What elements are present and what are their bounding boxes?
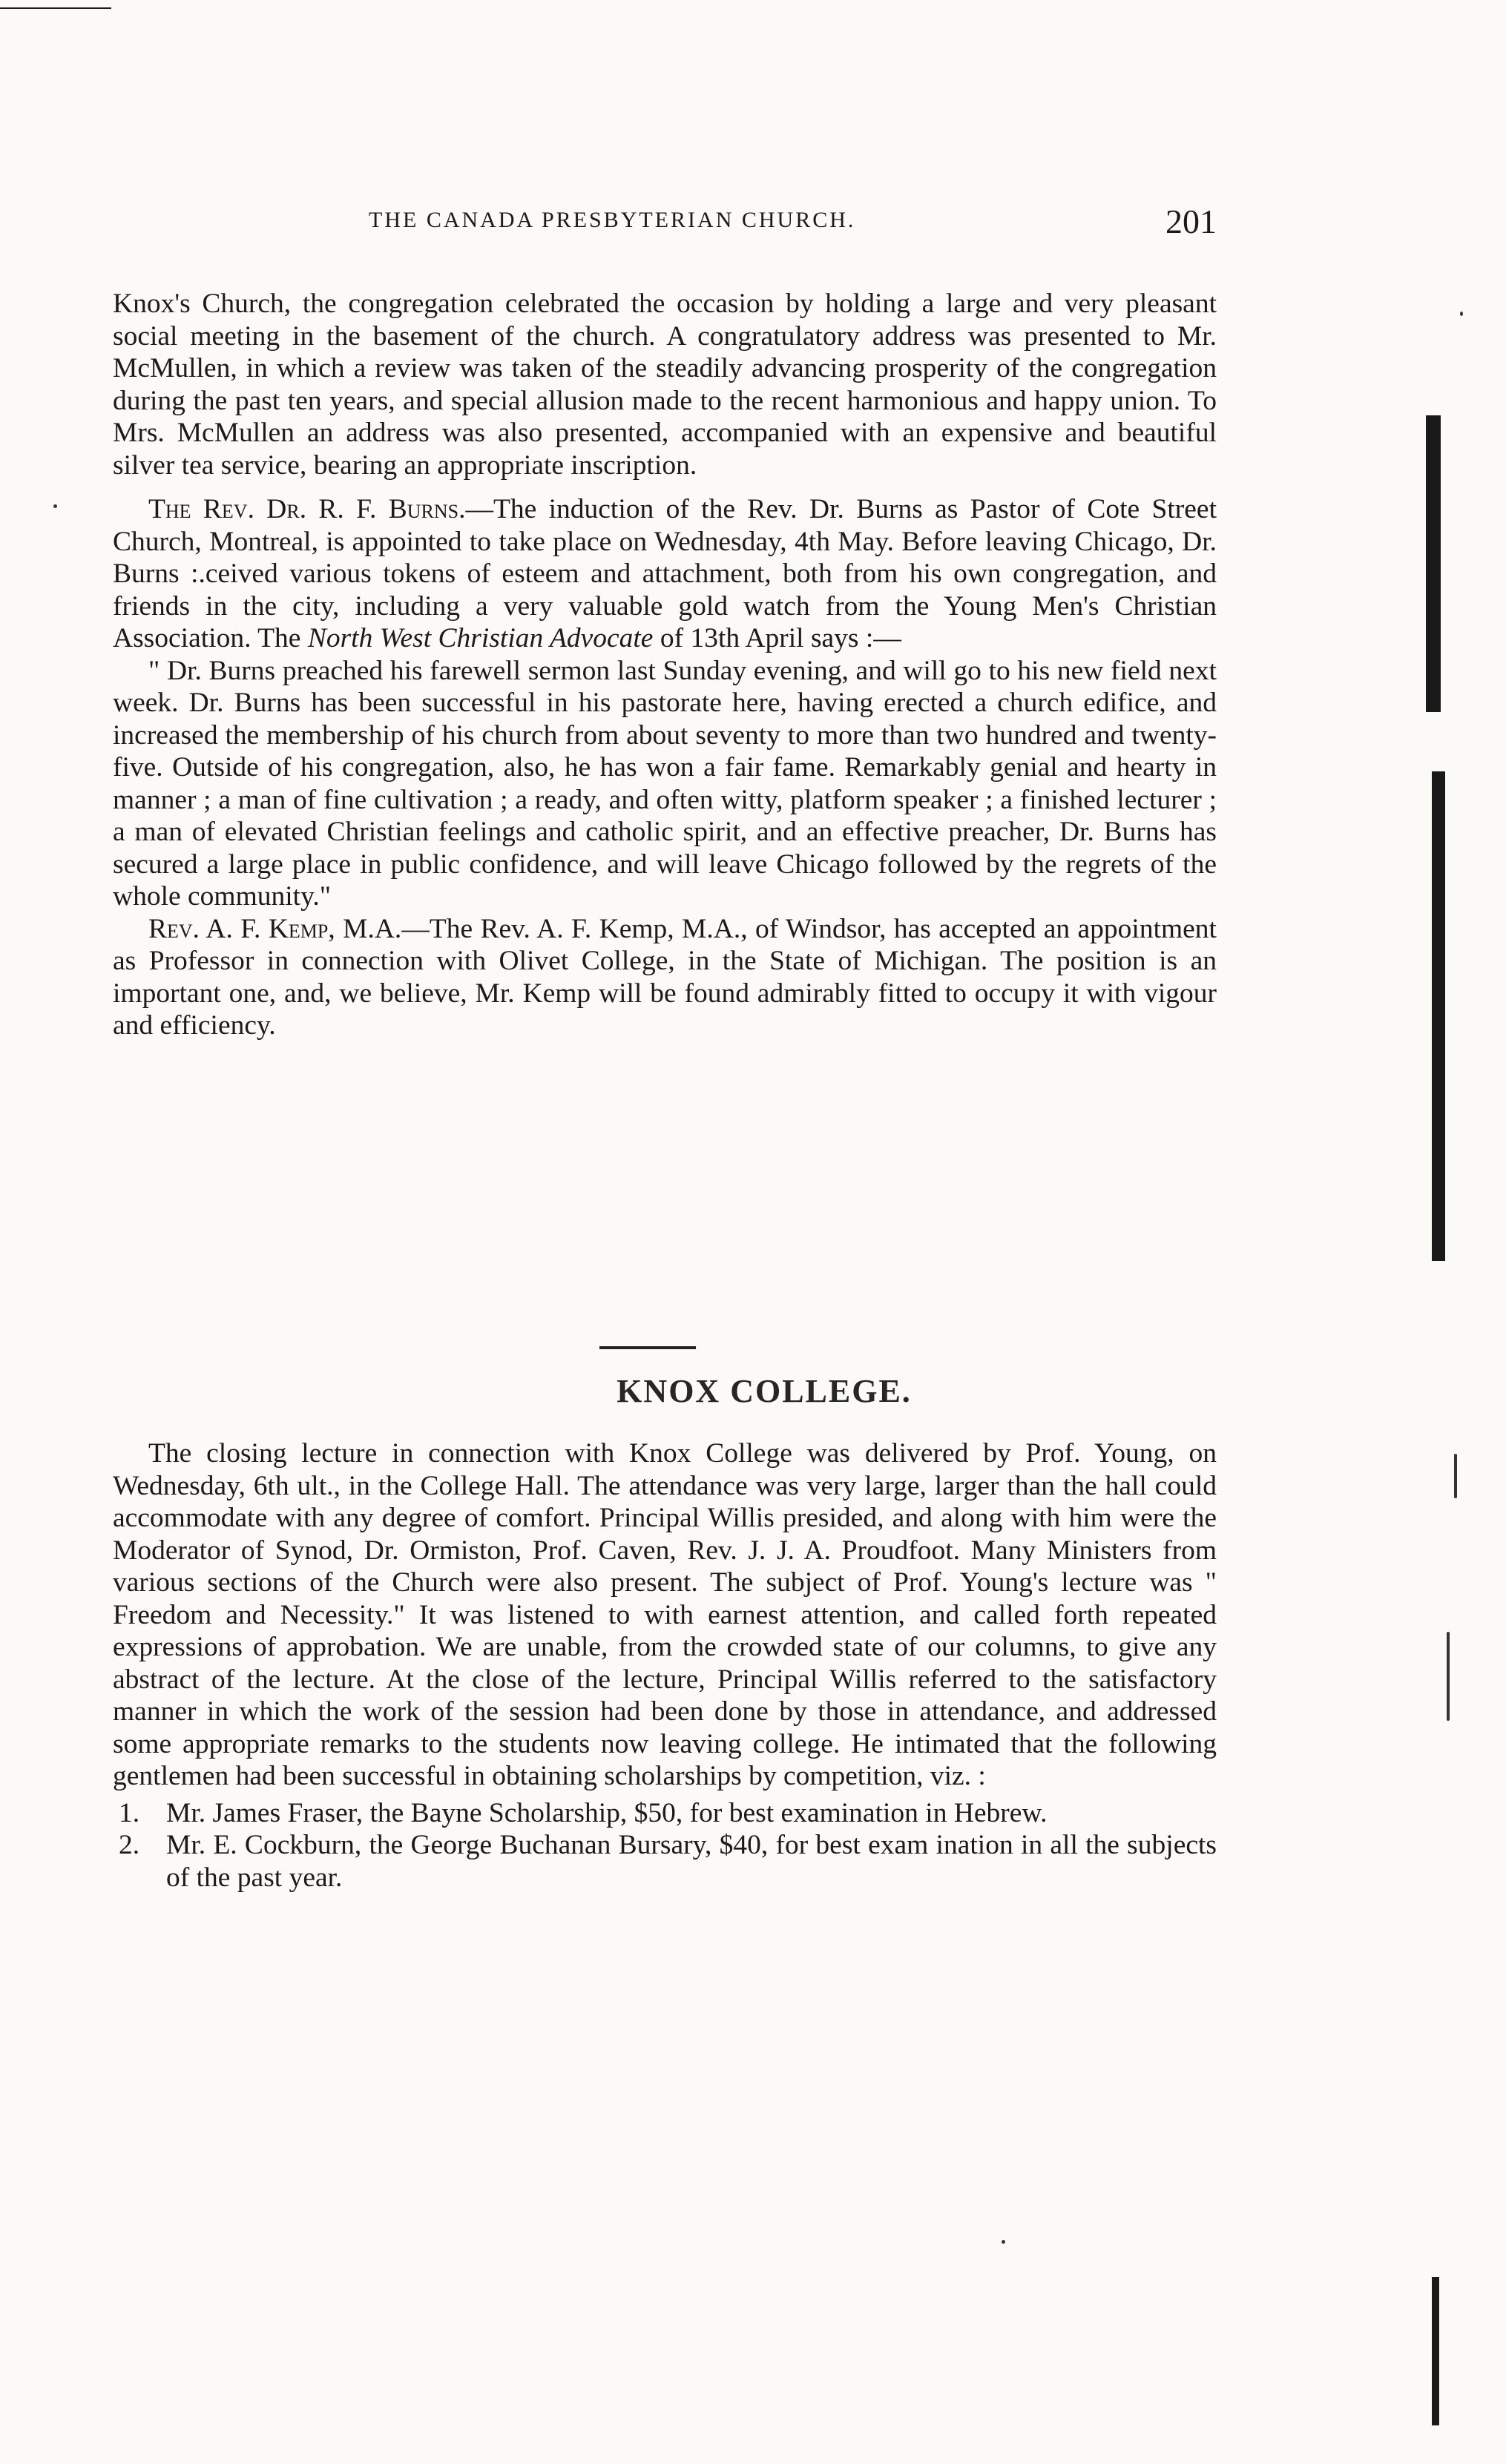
- kemp-text: —The Rev. A. F. Kemp, M.A., of Windsor, has accepted an appointment as Professor in connection with Olivet College, in the State of Michigan. The position is an important one, and, we believe, Mr. Kemp will be found admirably fitted to occupy it with vigour and efficiency.: [113, 913, 1217, 1041]
- burns-text-1: —The induction of the Rev. Dr. Burns as Pastor of Cote Street Church, Montreal, is appointed to take place on Wednesday, 4th May. Before leaving Chicago, Dr. Burns :.ceived various tokens of esteem and attachment, both from his own congregation, and friends in the city, including a very valuable gold watch from the Young Men's Christian Association. The: [113, 494, 1217, 653]
- paragraph-kemp: [113, 913, 1217, 1042]
- quotation: " Dr. Burns preached his farewell sermon last Sunday evening, and will go to his new field next week. Dr. Burns has been successful in his pastorate here, having erected a church edifice, and increased the membership of his church from about seventy to more than two hundred and twenty-five. Outside of his congregation, also, he has won a fair fame. Remarkably genial and hearty in manner ; a man of fine cultivation ; a ready, and often witty, platform speaker ; a finished lecturer ; a man of elevated Christian feelings and catholic spirit, and an effective preacher, Dr. Burns has secured a large place in public confidence, and will leave Chicago followed by the regrets of the whole community.": [113, 655, 1217, 912]
- paragraph-mcmullen: Knox's Church, the congregation celebrated the occasion by holding a large and very pleasant social meeting in the basement of the church. A congratulatory address was presented to Mr. McMullen, in which a review was taken of the steadily advancing prosperity of the congregation during the past ten years, and special allusion made to the recent harmonious and happy union. To Mrs. McMullen an address was also presented, accompanied with an expensive and beautiful silver tea service, bearing an appropriate inscription.: [113, 289, 1217, 481]
- scan-speck: [1460, 312, 1463, 316]
- list-item: 1. Mr. James Fraser, the Bayne Scholarship, $50, for best examination in Hebrew.: [119, 1797, 1048, 1828]
- scan-speck: [1002, 2240, 1005, 2244]
- scan-speck: [53, 504, 57, 508]
- binding-shadow: [1432, 771, 1445, 1261]
- article-body: [113, 288, 1217, 1042]
- scan-speck: [1447, 1632, 1450, 1721]
- binding-shadow: [1432, 2277, 1439, 2425]
- paragraph-knox-college: The closing lecture in connection with Knox College was delivered by Prof. Young, on Wednesday, 6th ult., in the College Hall. The attendance was very large, larger than the hall could accommodate with any degree of comfort. Principal Willis presided, and along with him were the Moderator of Synod, Dr. Ormiston, Prof. Caven, Rev. J. J. A. Proudfoot. Many Ministers from various sections of the Church were also present. The subject of Prof. Young's lecture was " Freedom and Necessity." It was listened to with earnest attention, and called forth repeated expressions of approbation. We are unable, from the crowded state of our columns, to give any abstract of the lecture. At the close of the lecture, Principal Willis referred to the satisfactory manner in which the work of the session had been done by those in attendance, and addressed some appropriate remarks to the students now leaving college. He intimated that the following gentlemen had been successful in obtaining scholarships by competition, viz. :: [113, 1438, 1217, 1791]
- page-number: 201: [1165, 202, 1217, 240]
- scan-mark: [0, 7, 111, 9]
- section-divider: [599, 1346, 696, 1349]
- kemp-heading: Rev. A. F. Kemp, M.A.: [148, 913, 402, 944]
- burns-text-2: of 13th April says :—: [653, 623, 901, 653]
- page-header: [113, 202, 1217, 246]
- paragraph-burns: [113, 493, 1217, 655]
- binding-shadow: [1426, 415, 1441, 712]
- scholarship-list: [113, 1797, 1217, 1894]
- running-title: THE CANADA PRESBYTERIAN CHURCH.: [369, 208, 856, 232]
- knox-college-section: [113, 1437, 1217, 1894]
- section-title: KNOX COLLEGE.: [616, 1373, 912, 1409]
- scan-speck: [1454, 1454, 1457, 1498]
- list-item: 2. Mr. E. Cockburn, the George Buchanan Bursary, $40, for best exam ination in all the subjects of the past year.: [119, 1830, 1217, 1893]
- newspaper-title: North West Christian Advocate: [307, 623, 654, 653]
- burns-heading: The Rev. Dr. R. F. Burns.: [148, 494, 466, 524]
